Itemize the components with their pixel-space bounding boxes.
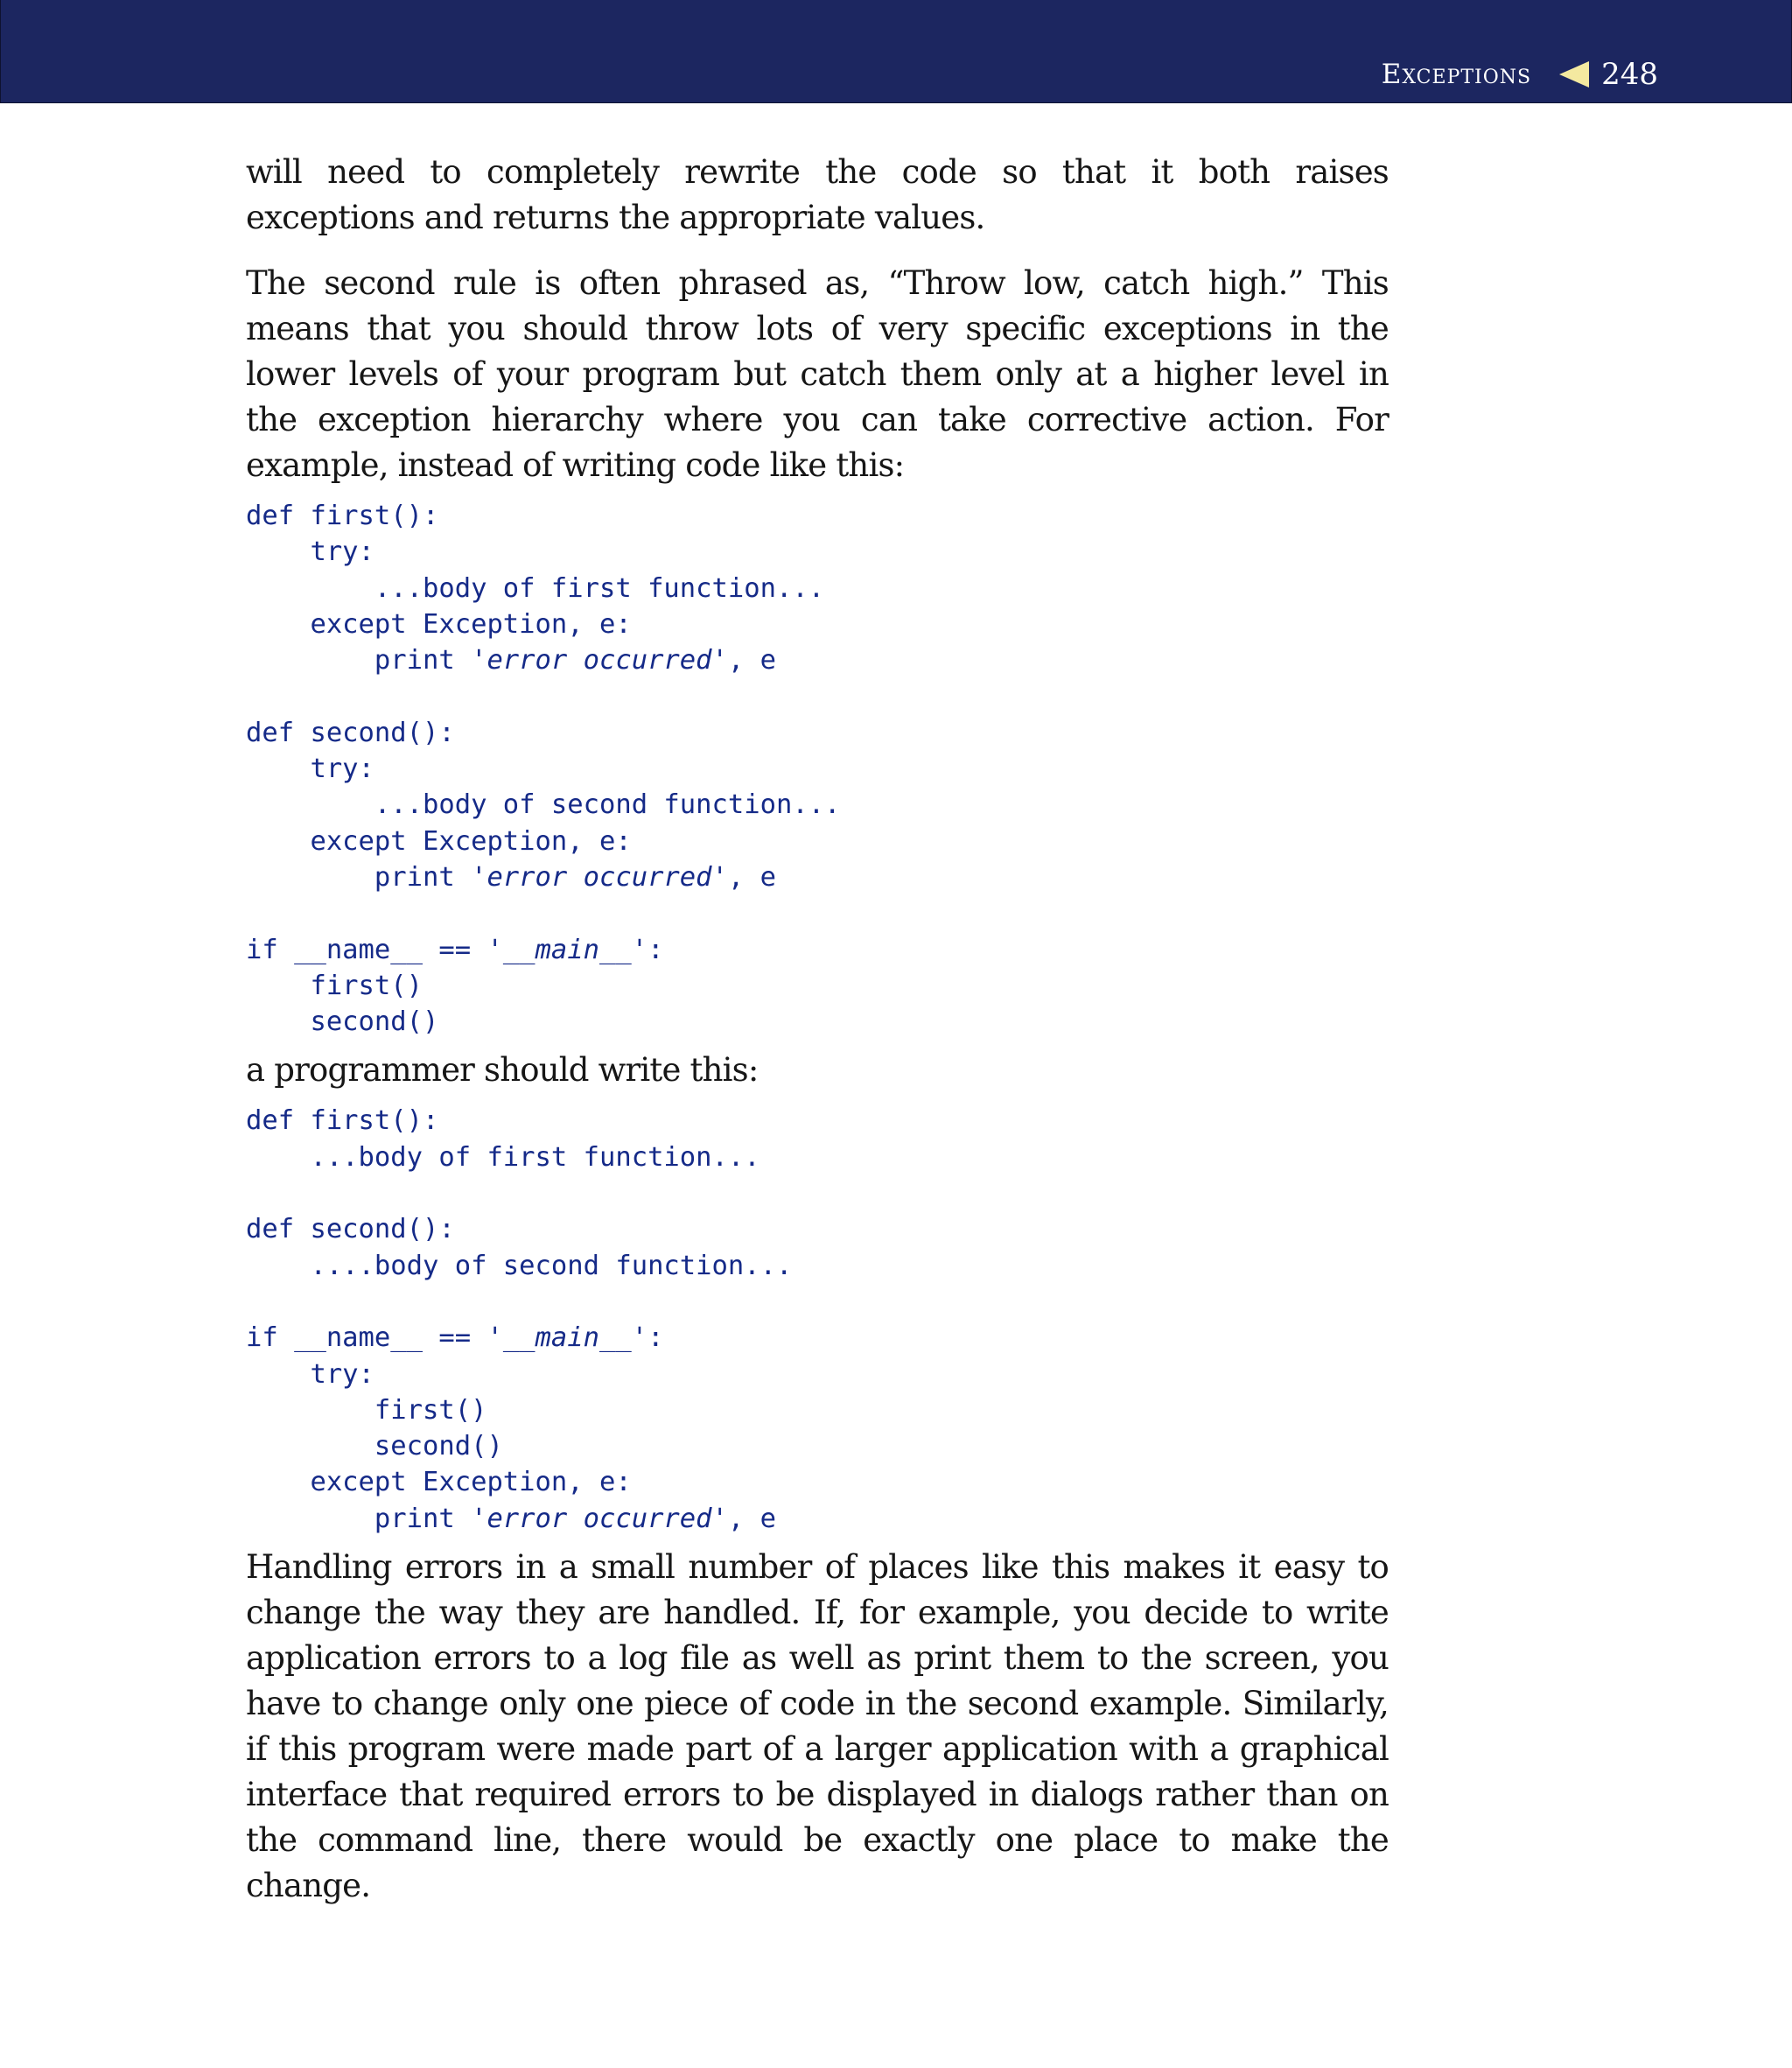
code-token: ...body of first function... [246, 1141, 760, 1173]
code-token: except Exception, e: [246, 608, 632, 640]
code-token: first() [246, 1394, 487, 1426]
code-line [246, 789, 840, 820]
code-line [246, 1214, 455, 1244]
code-line [246, 1322, 663, 1353]
code-token: : [648, 934, 664, 965]
code-token: first() [246, 970, 423, 1001]
code-example-2 [246, 1103, 1389, 1537]
page-body [246, 150, 1389, 1909]
code-line [246, 1251, 792, 1281]
code-token: ...body of first function... [246, 572, 825, 604]
code-string: '__main__' [486, 934, 648, 965]
paragraph-4: Handling errors in a small number of places like this makes it easy to change the way they are handled. If, for example, you decide to write application errors to a log file as well as print them to the screen, you have to change only one piece of code in the second example. Similarly, if this program were made part of a larger application with a graphical interface that required errors to be displayed in dialogs rather than on the command line, there would be exactly one place to make the change. [246, 1548, 1389, 1905]
code-line [246, 1359, 374, 1390]
code-token: def second(): [246, 717, 455, 748]
code-token: def first(): [246, 501, 439, 531]
code-line [246, 971, 423, 1001]
code-token: if __name__ == [246, 1322, 487, 1354]
page-number: 248 [1601, 57, 1658, 92]
code-token: : [648, 1322, 664, 1354]
code-line [246, 1006, 438, 1037]
code-token: try: [246, 536, 374, 568]
code-token: second() [246, 1431, 503, 1462]
code-string: 'error occurred' [471, 861, 728, 893]
code-line [246, 826, 632, 857]
code-token: ...body of second function... [246, 789, 841, 821]
code-string: 'error occurred' [471, 645, 728, 676]
code-example-1 [246, 498, 1389, 1040]
code-line [246, 718, 455, 748]
code-token: , e [727, 861, 776, 893]
code-token: print [246, 1503, 472, 1534]
paragraph-2: The second rule is often phrased as, “Throw low, catch high.” This means that you should throw lots of very specific exceptions in the lower levels of your program but catch them only at a higher level in the exception hierarchy where you can take corrective action. For example, instead of writing code like this: [246, 264, 1389, 484]
code-token: second() [246, 1006, 439, 1038]
code-string: '__main__' [486, 1322, 648, 1354]
code-line [246, 609, 632, 640]
code-token: if __name__ == [246, 934, 487, 965]
code-line [246, 645, 776, 676]
code-token: , e [727, 1503, 776, 1534]
code-line [246, 1431, 503, 1462]
page-arrow-icon [1559, 61, 1589, 88]
paragraph-1: will need to completely rewrite the code so that it both raises exceptions and returns the appropriate values. [246, 153, 1389, 236]
code-line [246, 1395, 486, 1426]
page-header-bar [0, 0, 1792, 103]
code-token: ....body of second function... [246, 1250, 793, 1281]
paragraph-3: a programmer should write this: [246, 1051, 759, 1090]
running-head [1382, 55, 1658, 94]
code-line [246, 573, 824, 604]
code-token: def second(): [246, 1214, 455, 1245]
code-line [246, 1467, 632, 1497]
code-token: , e [727, 645, 776, 676]
code-line [246, 501, 438, 531]
code-token: def first(): [246, 1105, 439, 1137]
code-line [246, 754, 374, 784]
code-string: 'error occurred' [471, 1503, 728, 1534]
code-token: print [246, 861, 472, 893]
code-token: print [246, 645, 472, 676]
chapter-title: Exceptions [1381, 59, 1532, 90]
code-line [246, 1504, 776, 1534]
code-line [246, 935, 663, 965]
code-token: except Exception, e: [246, 1467, 632, 1498]
code-line [246, 1105, 438, 1136]
code-line [246, 536, 374, 567]
code-line [246, 1142, 760, 1173]
code-line [246, 862, 776, 893]
code-token: try: [246, 1358, 374, 1390]
code-token: except Exception, e: [246, 825, 632, 857]
code-token: try: [246, 754, 374, 785]
